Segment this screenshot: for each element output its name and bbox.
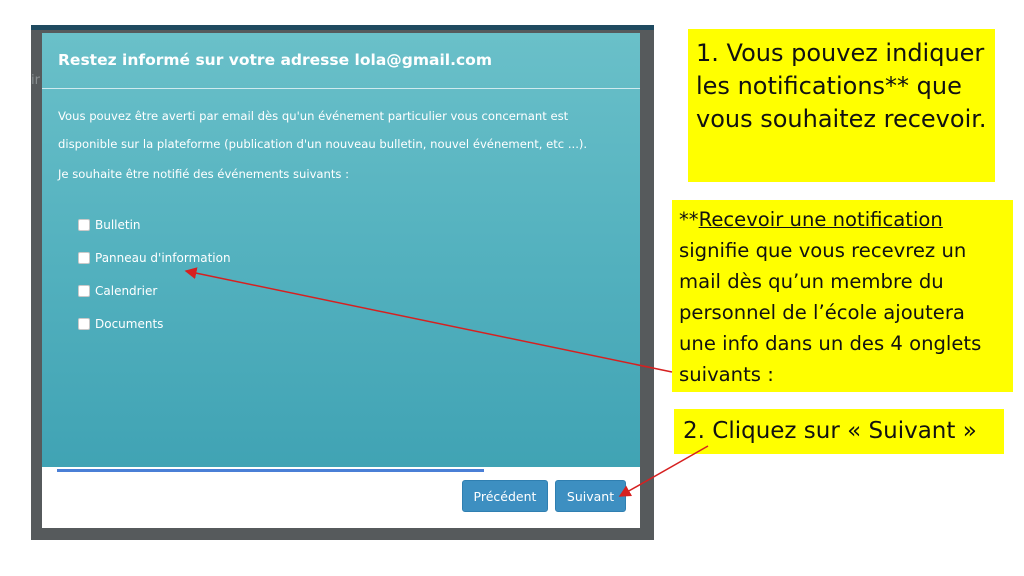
callout-1-line-3: vous souhaitez recevoir. [696, 105, 987, 133]
callout-2-line-4: une info dans un des 4 onglets [679, 332, 982, 355]
option-label: Documents [95, 317, 164, 331]
callout-1-line-1: 1. Vous pouvez indiquer [696, 39, 985, 67]
backdrop-top-bar [31, 25, 654, 30]
callout-2-line-1: signifie que vous recevrez un [679, 239, 967, 262]
option-calendar[interactable] [78, 284, 157, 298]
option-label: Bulletin [95, 218, 141, 232]
title-divider [42, 88, 640, 89]
callout-2-line-3: personnel de l’école ajoutera [679, 301, 965, 324]
callout-step-2 [674, 409, 1004, 454]
callout-2-line-5: suivants : [679, 363, 774, 386]
step-progress-bar [57, 469, 484, 472]
callout-2-underlined: Recevoir une notification [698, 208, 943, 231]
checkbox-bulletin[interactable] [78, 219, 90, 231]
callout-2-prefix: ** [679, 208, 699, 231]
callout-step-1 [688, 29, 995, 182]
intro-line-1: Vous pouvez être averti par email dès qu'un événement particulier vous concernant est [58, 109, 569, 123]
previous-button[interactable]: Précédent [462, 480, 548, 512]
callout-2-line-2: mail dès qu’un membre du [679, 270, 944, 293]
notification-settings-dialog [42, 33, 640, 528]
callout-3-text: 2. Cliquez sur « Suivant » [683, 418, 977, 444]
dialog-body [42, 33, 640, 467]
callout-1-line-2: les notifications** que [696, 72, 962, 100]
intro-line-2: disponible sur la plateforme (publication d'un nouveau bulletin, nouvel événement, etc ...). [58, 137, 588, 151]
checkbox-calendar[interactable] [78, 285, 90, 297]
option-bulletin[interactable] [78, 218, 141, 232]
option-label: Panneau d'information [95, 251, 231, 265]
checkbox-information-board[interactable] [78, 252, 90, 264]
checkbox-documents[interactable] [78, 318, 90, 330]
option-information-board[interactable] [78, 251, 231, 265]
next-button[interactable]: Suivant [555, 480, 626, 512]
backdrop-ghost-text: ir [31, 73, 40, 88]
callout-2-heading [679, 204, 1013, 235]
dialog-title: Restez informé sur votre adresse lola@gmail.com [58, 51, 492, 69]
option-documents[interactable] [78, 317, 163, 331]
intro-line-3: Je souhaite être notifié des événements suivants : [58, 167, 350, 181]
callout-notification-definition [672, 200, 1013, 392]
option-label: Calendrier [95, 284, 158, 298]
